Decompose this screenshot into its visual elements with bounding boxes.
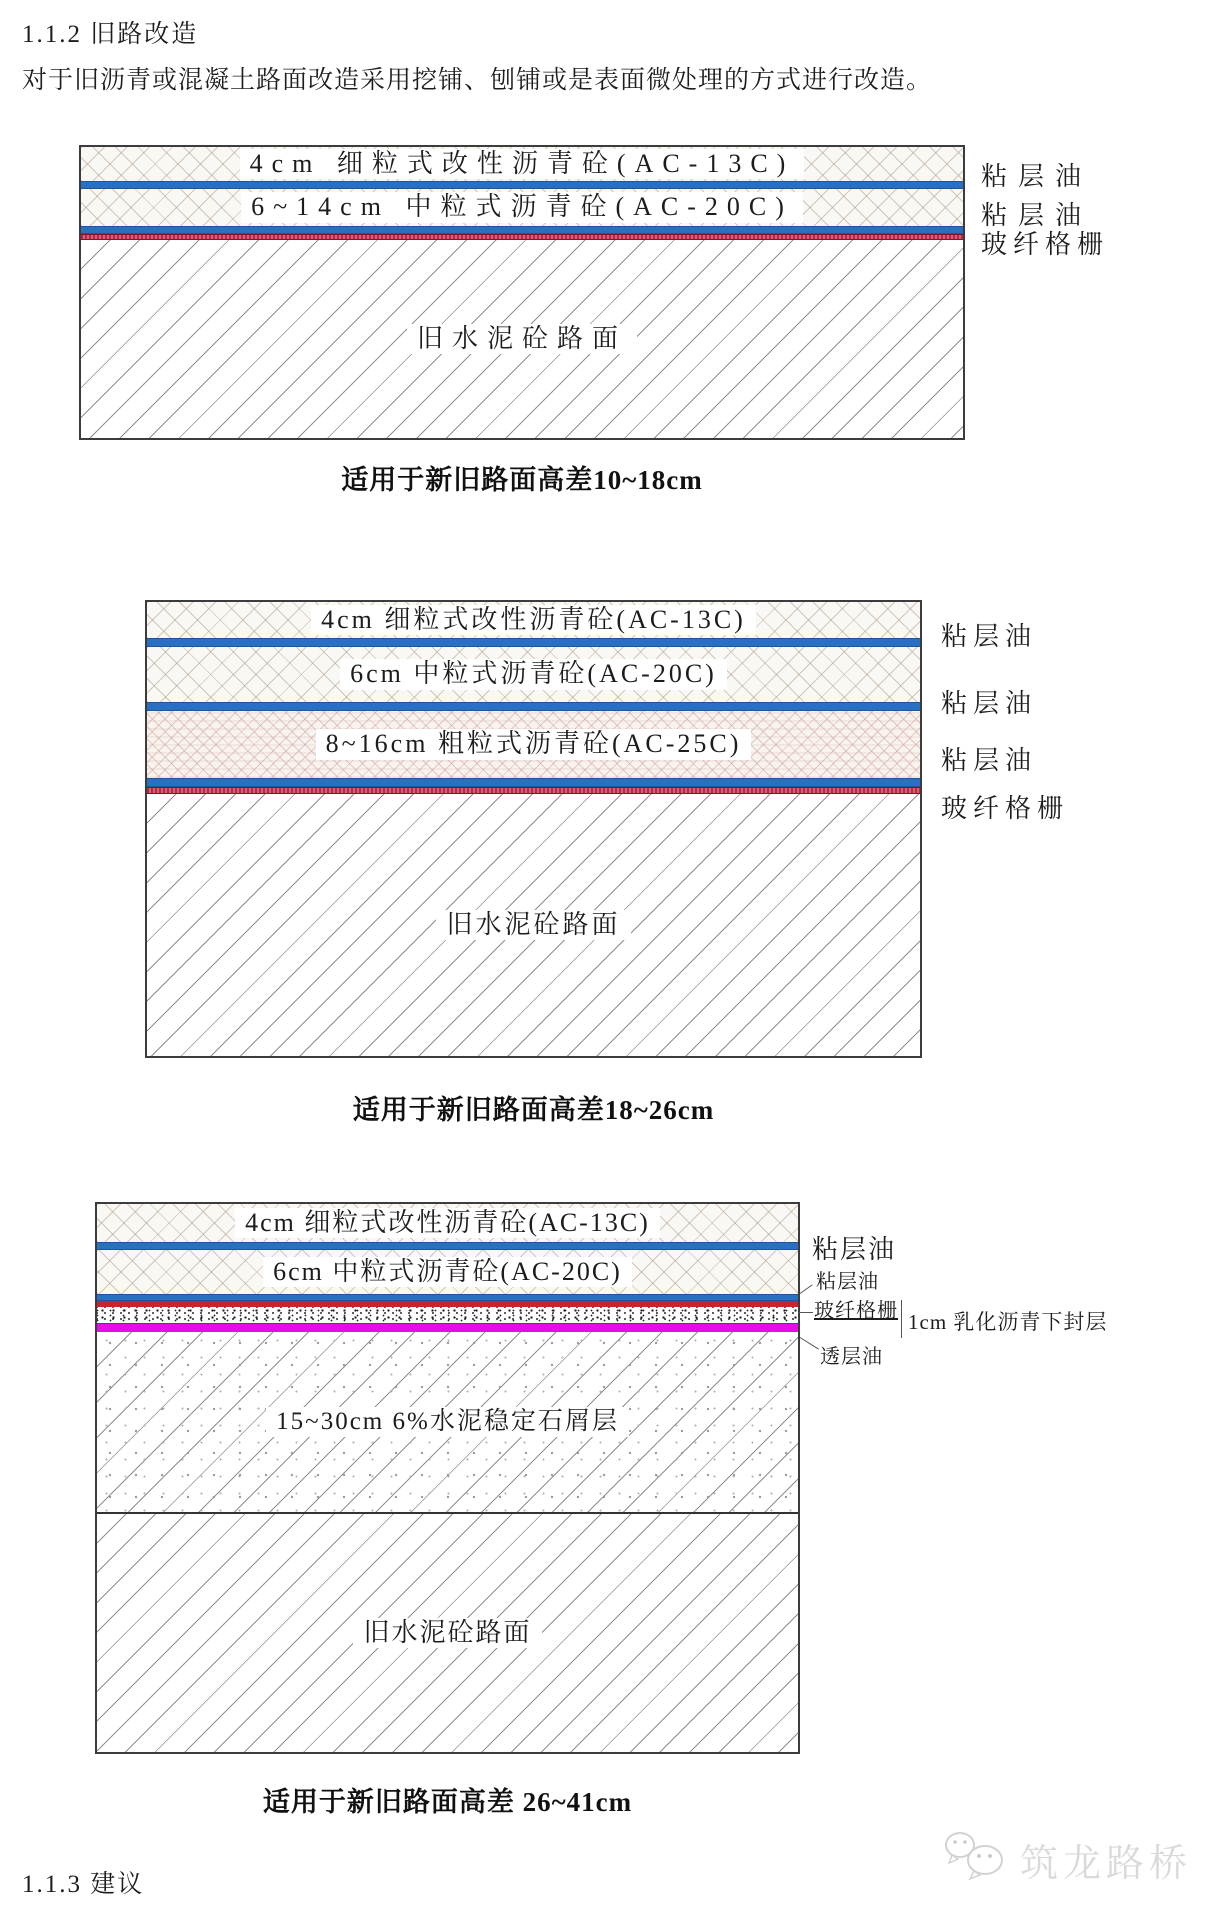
diagram2-fiberglass-grid-band [147, 787, 920, 794]
diagram3-layer-ac13-label: 4cm 细粒式改性沥青砼(AC-13C) [235, 1208, 660, 1239]
diagram3-side-label-grid: 玻纤格栅 [814, 1300, 898, 1322]
diagram1-side-label-tack2: 粘层油 [981, 201, 1093, 230]
leader-line-seal [901, 1300, 902, 1338]
pavement-diagram-1 [79, 145, 965, 440]
diagram3-layer-ac13 [97, 1204, 798, 1242]
diagram2-tack-coat-band-2 [147, 702, 920, 711]
diagram2-layer-ac25 [147, 711, 920, 778]
diagram2-layer-ac20-label: 6cm 中粒式沥青砼(AC-20C) [340, 659, 727, 690]
diagram2-layer-ac13 [147, 602, 920, 638]
diagram3-layer-ac20 [97, 1250, 798, 1294]
diagram2-old-pavement-label: 旧水泥砼路面 [436, 910, 630, 941]
diagram2-side-label-tack1: 粘层油 [941, 622, 1038, 651]
diagram2-tack-coat-band-1 [147, 638, 920, 647]
diagram1-side-label-tack1: 粘层油 [981, 162, 1093, 191]
pavement-diagram-2 [145, 600, 922, 1058]
diagram1-layer-ac13-label: 4cm 细粒式改性沥青砼(AC-13C) [240, 149, 805, 180]
leader-line-prime [800, 1337, 819, 1350]
diagram3-side-label-prime: 透层油 [820, 1346, 883, 1368]
diagram3-side-label-tack2: 粘层油 [816, 1271, 879, 1293]
diagram2-side-label-tack2: 粘层油 [941, 689, 1038, 718]
diagram3-tack-coat-band-2 [97, 1294, 798, 1301]
diagram3-side-label-seal: 1cm 乳化沥青下封层 [908, 1310, 1108, 1334]
leader-line-tack2 [800, 1284, 813, 1293]
diagram2-layer-ac25-label: 8~16cm 粗粒式沥青砼(AC-25C) [316, 729, 752, 760]
diagram1-caption: 适用于新旧路面高差10~18cm [341, 465, 703, 495]
diagram2-tack-coat-band-3 [147, 778, 920, 787]
footer-section-heading: 1.1.3 建议 [22, 1871, 145, 1898]
watermark [940, 1828, 1192, 1891]
diagram1-tack-coat-band-2 [81, 226, 963, 234]
diagram3-emulsified-seal-band [97, 1307, 798, 1323]
diagram1-tack-coat-band-1 [81, 181, 963, 189]
leader-line-grid [798, 1312, 813, 1313]
diagram1-layer-ac20 [81, 189, 963, 226]
diagram2-side-label-tack3: 粘层油 [941, 746, 1038, 775]
section-heading: 1.1.2 旧路改造 [22, 21, 199, 48]
diagram1-old-pavement-label: 旧水泥砼路面 [407, 324, 637, 355]
diagram2-caption: 适用于新旧路面高差18~26cm [352, 1095, 715, 1125]
diagram3-caption: 适用于新旧路面高差 26~41cm [262, 1787, 633, 1817]
diagram3-side-label-tack1: 粘层油 [812, 1235, 897, 1264]
diagram3-layer-ac20-label: 6cm 中粒式沥青砼(AC-20C) [263, 1257, 632, 1288]
diagram2-side-label-grid: 玻纤格栅 [941, 794, 1070, 823]
diagram2-layer-old-pavement [147, 794, 920, 1056]
watermark-text: 筑龙路桥 [1020, 1843, 1193, 1885]
diagram1-layer-ac13 [81, 147, 963, 181]
diagram3-layer-cement-base [97, 1332, 798, 1512]
diagram1-layer-ac20-label: 6~14cm 中粒式沥青砼(AC-20C) [241, 192, 803, 223]
diagram3-layer-old-pavement [97, 1512, 798, 1752]
diagram1-layer-old-pavement [81, 240, 963, 438]
diagram3-prime-coat-band [97, 1323, 798, 1332]
wechat-bubbles-icon [940, 1828, 1012, 1891]
diagram3-cement-base-label: 15~30cm 6%水泥稳定石屑层 [266, 1407, 629, 1437]
intro-paragraph: 对于旧沥青或混凝土路面改造采用挖铺、刨铺或是表面微处理的方式进行改造。 [22, 67, 933, 94]
diagram3-tack-coat-band-1 [97, 1242, 798, 1250]
diagram2-layer-ac13-label: 4cm 细粒式改性沥青砼(AC-13C) [311, 605, 756, 636]
diagram3-old-pavement-label: 旧水泥砼路面 [353, 1618, 541, 1649]
pavement-diagram-3 [95, 1202, 800, 1754]
diagram1-side-label-grid: 玻纤格栅 [981, 230, 1110, 259]
diagram2-layer-ac20 [147, 647, 920, 702]
